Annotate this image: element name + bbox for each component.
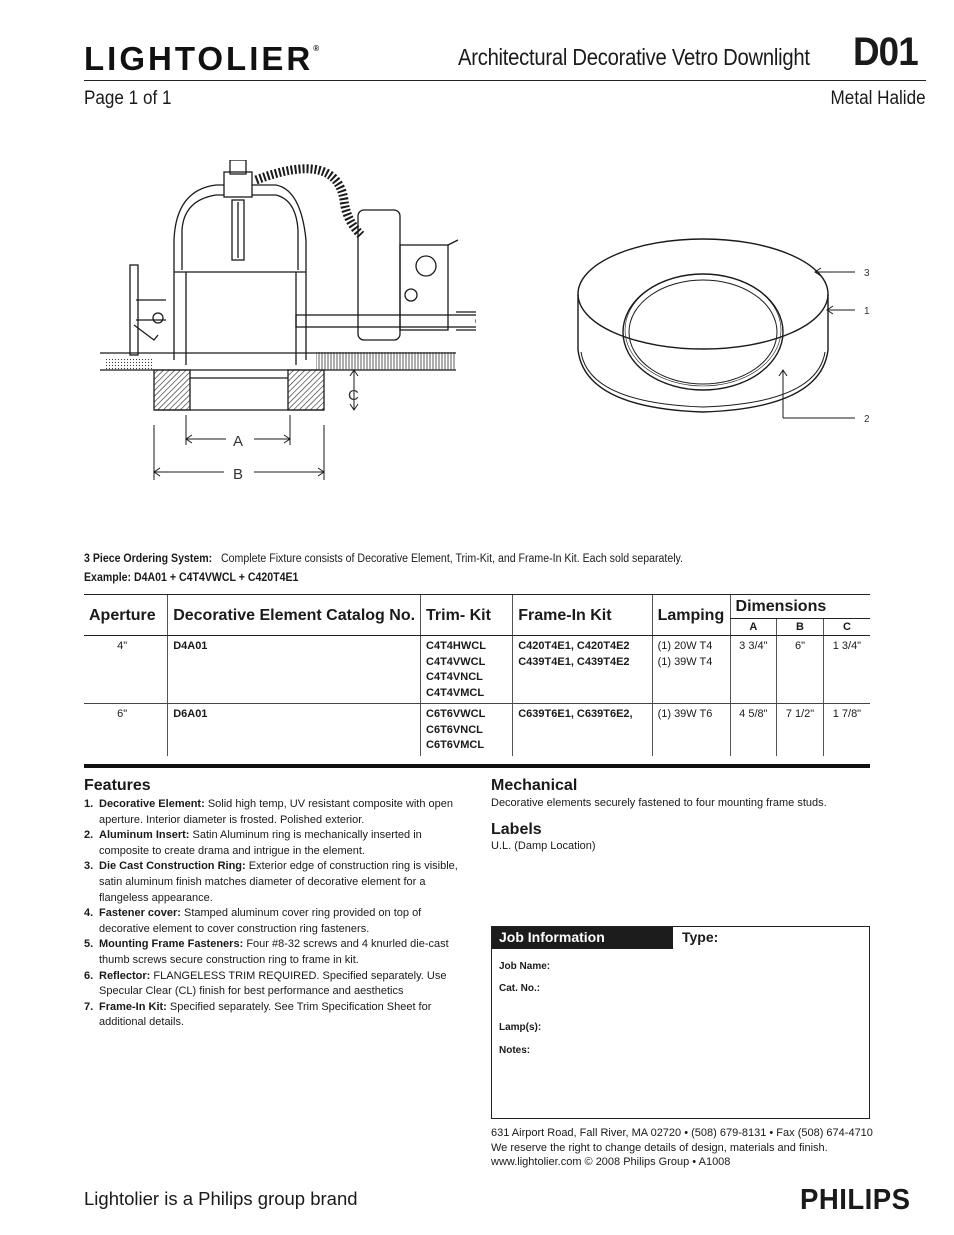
job-information-header: Job Information (492, 927, 673, 949)
callout-2: 2 (864, 414, 870, 425)
header-rule (84, 80, 926, 81)
callout-3: 3 (864, 268, 870, 279)
ordering-title: 3 Piece Ordering System: (84, 553, 213, 565)
company-address (491, 1126, 873, 1170)
aperture-cell: 4" (84, 636, 168, 704)
ordering-example: Example: D4A01 + C4T4VWCL + C420T4E1 (84, 572, 299, 584)
features-list (84, 797, 466, 1031)
model-code: D01 (853, 30, 918, 74)
labels-title: Labels (491, 821, 542, 838)
dimension-b-label: B (233, 466, 244, 483)
mechanical-text: Decorative elements securely fastened to four mounting frame studs. (491, 797, 827, 809)
table-bottom-rule (84, 764, 870, 768)
col-dim-b: B (777, 619, 824, 636)
philips-logo: PHILIPS (800, 1184, 911, 1216)
table-row (84, 704, 870, 756)
table-row (84, 636, 870, 704)
lamping-cell: (1) 39W T6 (652, 704, 730, 756)
ordering-system (84, 553, 683, 565)
dim-b-cell: 7 1/2" (777, 704, 824, 756)
col-dimensions: Dimensions (730, 595, 870, 619)
dim-a-cell: 3 3/4" (730, 636, 777, 704)
dim-c-cell: 1 3/4" (823, 636, 870, 704)
callout-1: 1 (864, 306, 870, 317)
ordering-text: Complete Fixture consists of Decorative Element, Trim-Kit, and Frame-In Kit. Each sold separately. (221, 553, 684, 565)
brand-tagline: Lightolier is a Philips group brand (84, 1188, 358, 1209)
col-trim-kit: Trim- Kit (421, 595, 513, 636)
dim-b-cell: 6" (777, 636, 824, 704)
list-item: 4. Fastener cover: Stamped aluminum cover ring provided on top of decorative element to cover construction ring fasteners. (84, 907, 422, 935)
col-aperture: Aperture (84, 595, 168, 636)
col-catalog: Decorative Element Catalog No. (168, 595, 421, 636)
dim-c-cell: 1 7/8" (823, 704, 870, 756)
decorative-ring-drawing (565, 230, 885, 430)
list-item: 3. Die Cast Construction Ring: Exterior edge of construction ring is visible, satin aluminum finish matches diameter of decorative element for a flangeless appearance. (84, 860, 458, 904)
mechanical-title: Mechanical (491, 777, 578, 794)
trim-kit-cell: C4T4HWCL C4T4VWCL C4T4VNCL C4T4VMCL (421, 636, 513, 704)
dim-a-cell: 4 5/8" (730, 704, 777, 756)
list-item: 6. Reflector: FLANGELESS TRIM REQUIRED. Specified separately. Use Specular Clear (CL) finish for best performance and aesthetics (84, 969, 447, 998)
job-information-box (491, 926, 870, 1119)
col-frame-in-kit: Frame-In Kit (513, 595, 652, 636)
lamps-field[interactable]: Lamp(s): (499, 1022, 542, 1033)
table-header-row (84, 595, 870, 619)
job-type-field[interactable]: Type: (682, 929, 719, 945)
job-name-field[interactable]: Job Name: (499, 961, 551, 972)
trim-kit-cell: C6T6VWCL C6T6VNCL C6T6VMCL (421, 704, 513, 756)
list-item: 7. Frame-In Kit: Specified separately. See Trim Specification Sheet for additional details. (84, 1000, 432, 1029)
spec-table (84, 594, 870, 756)
lightolier-logo: LIGHTOLIER® (84, 40, 320, 77)
frame-in-kit-cell: C420T4E1, C420T4E2 C439T4E1, C439T4E2 (513, 636, 652, 704)
page-label: Page 1 of 1 (84, 88, 172, 109)
frame-in-kit-cell: C639T6E1, C639T6E2, (513, 704, 652, 756)
lamping-cell: (1) 20W T4 (1) 39W T4 (652, 636, 730, 704)
catalog-cell: D4A01 (168, 636, 421, 704)
list-item: 5. Mounting Frame Fasteners: Four #8-32 screws and 4 knurled die-cast thumb screws secure construction ring to frame in kit. (84, 938, 449, 966)
dimension-a-label: A (233, 433, 244, 450)
list-item: 2. Aluminum Insert: Satin Aluminum ring is mechanically inserted in composite to create drama and intrigue in the element. (84, 829, 422, 857)
address-line: 631 Airport Road, Fall River, MA 02720 • (508) 679-8131 • Fax (508) 674-4710 (491, 1127, 873, 1139)
aperture-cell: 6" (117, 708, 128, 720)
product-title: Architectural Decorative Vetro Downlight (458, 44, 810, 70)
website-line: www.lightolier.com © 2008 Philips Group • A1008 (491, 1156, 731, 1169)
col-dim-a: A (730, 619, 777, 636)
dimension-c-label: C (348, 387, 359, 404)
notes-field[interactable]: Notes: (499, 1045, 531, 1056)
disclaimer-line: We reserve the right to change details of design, materials and finish. (491, 1141, 828, 1154)
catalog-cell: D6A01 (168, 704, 421, 756)
col-dim-c: C (823, 619, 870, 636)
cat-no-field[interactable]: Cat. No.: (499, 983, 541, 994)
col-lamping: Lamping (652, 595, 730, 636)
labels-text: U.L. (Damp Location) (491, 840, 596, 852)
list-item: 1. Decorative Element: Solid high temp, UV resistant composite with open aperture. Interior diameter is frosted. Polished exterior. (84, 798, 454, 826)
features-title: Features (84, 777, 151, 794)
lamp-type: Metal Halide (830, 88, 926, 109)
downlight-side-view-drawing (96, 160, 476, 490)
